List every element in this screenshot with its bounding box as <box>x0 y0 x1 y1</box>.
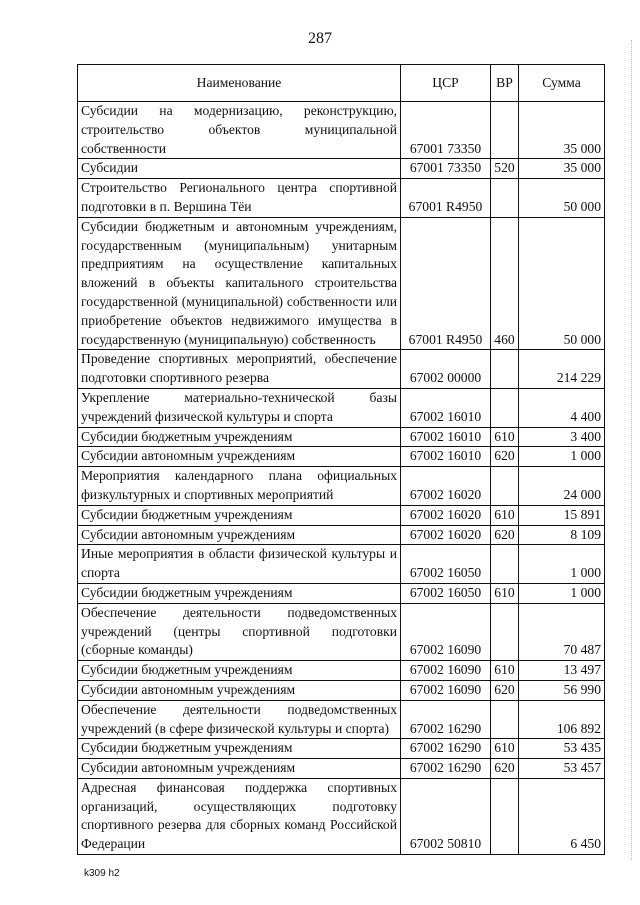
table-body <box>78 102 605 855</box>
table-row <box>78 661 605 681</box>
table-row <box>78 545 605 584</box>
table-row <box>78 350 605 389</box>
table-row <box>78 388 605 427</box>
cell-csr: 67002 16290 <box>401 759 491 779</box>
scan-edge-marks <box>630 40 632 860</box>
cell-sum: 50 000 <box>519 179 605 218</box>
table-header-row <box>78 65 605 102</box>
cell-sum: 8 109 <box>519 525 605 545</box>
cell-name: Обеспечение деятельности подведомственных учреждений (в сфере физической культуры и спорта) <box>78 700 401 739</box>
cell-csr: 67001 R4950 <box>401 217 491 350</box>
cell-name: Мероприятия календарного плана официальных физкультурных и спортивных мероприятий <box>78 467 401 506</box>
cell-sum: 106 892 <box>519 700 605 739</box>
cell-sum: 53 457 <box>519 759 605 779</box>
cell-csr: 67002 50810 <box>401 778 491 854</box>
cell-csr: 67002 16050 <box>401 583 491 603</box>
cell-name: Адресная финансовая поддержка спортивных организаций, осуществляющих подготовку спортивного резерва для сборных команд Российской Федерации <box>78 778 401 854</box>
table-row <box>78 759 605 779</box>
cell-name: Обеспечение деятельности подведомственных учреждений (центры спортивной подготовки (сборные команды) <box>78 603 401 660</box>
footer-code: k309 h2 <box>84 868 120 879</box>
cell-vr <box>491 603 519 660</box>
cell-name: Субсидии автономным учреждениям <box>78 680 401 700</box>
cell-sum: 6 450 <box>519 778 605 854</box>
cell-name: Субсидии бюджетным учреждениям <box>78 427 401 447</box>
cell-vr <box>491 467 519 506</box>
cell-vr: 620 <box>491 759 519 779</box>
cell-name: Иные мероприятия в области физической культуры и спорта <box>78 545 401 584</box>
table-row <box>78 505 605 525</box>
header-vr: ВР <box>491 65 519 102</box>
cell-sum: 35 000 <box>519 102 605 159</box>
cell-csr: 67002 16020 <box>401 467 491 506</box>
cell-sum: 15 891 <box>519 505 605 525</box>
cell-sum: 24 000 <box>519 467 605 506</box>
cell-sum: 1 000 <box>519 583 605 603</box>
cell-csr: 67002 16090 <box>401 661 491 681</box>
table-row <box>78 447 605 467</box>
cell-csr: 67002 16050 <box>401 545 491 584</box>
header-csr: ЦСР <box>401 65 491 102</box>
cell-vr: 620 <box>491 680 519 700</box>
table-row <box>78 525 605 545</box>
cell-vr <box>491 350 519 389</box>
cell-vr <box>491 179 519 218</box>
cell-name: Строительство Регионального центра спортивной подготовки в п. Вершина Тёи <box>78 179 401 218</box>
cell-vr <box>491 388 519 427</box>
cell-vr: 610 <box>491 739 519 759</box>
cell-sum: 13 497 <box>519 661 605 681</box>
table-row <box>78 467 605 506</box>
cell-csr: 67002 16290 <box>401 739 491 759</box>
table-row <box>78 583 605 603</box>
cell-csr: 67002 16090 <box>401 680 491 700</box>
cell-csr: 67002 16010 <box>401 427 491 447</box>
cell-vr <box>491 545 519 584</box>
cell-vr: 520 <box>491 159 519 179</box>
header-name: Наименование <box>78 65 401 102</box>
cell-csr: 67001 73350 <box>401 102 491 159</box>
table-row <box>78 102 605 159</box>
cell-vr: 620 <box>491 525 519 545</box>
budget-table <box>77 64 605 855</box>
cell-sum: 214 229 <box>519 350 605 389</box>
table-row <box>78 778 605 854</box>
page-number: 287 <box>308 30 332 47</box>
cell-name: Субсидии автономным учреждениям <box>78 447 401 467</box>
cell-name: Субсидии бюджетным учреждениям <box>78 739 401 759</box>
cell-sum: 4 400 <box>519 388 605 427</box>
cell-csr: 67002 16010 <box>401 388 491 427</box>
cell-sum: 53 435 <box>519 739 605 759</box>
cell-vr <box>491 778 519 854</box>
cell-vr: 610 <box>491 505 519 525</box>
cell-name: Субсидии <box>78 159 401 179</box>
cell-vr: 610 <box>491 661 519 681</box>
cell-vr <box>491 700 519 739</box>
cell-name: Субсидии автономным учреждениям <box>78 759 401 779</box>
cell-vr: 620 <box>491 447 519 467</box>
cell-sum: 1 000 <box>519 545 605 584</box>
cell-csr: 67002 16020 <box>401 505 491 525</box>
table-row <box>78 427 605 447</box>
cell-csr: 67001 73350 <box>401 159 491 179</box>
cell-csr: 67002 16010 <box>401 447 491 467</box>
header-sum: Сумма <box>519 65 605 102</box>
cell-vr: 610 <box>491 583 519 603</box>
cell-sum: 56 990 <box>519 680 605 700</box>
cell-vr <box>491 102 519 159</box>
table-row <box>78 680 605 700</box>
cell-vr: 460 <box>491 217 519 350</box>
table-row <box>78 159 605 179</box>
cell-name: Субсидии бюджетным и автономным учреждениям, государственным (муниципальным) унитарным предприятиям на осуществление капитальных вложений в объекты капитального строительства государственной (муниципальной) собственности или приобретение объектов недвижимого имущества в государственную (муниципальную) собственность <box>78 217 401 350</box>
cell-csr: 67002 16020 <box>401 525 491 545</box>
cell-csr: 67002 16090 <box>401 603 491 660</box>
cell-name: Субсидии бюджетным учреждениям <box>78 661 401 681</box>
cell-csr: 67002 16290 <box>401 700 491 739</box>
cell-sum: 3 400 <box>519 427 605 447</box>
cell-name: Субсидии автономным учреждениям <box>78 525 401 545</box>
cell-csr: 67002 00000 <box>401 350 491 389</box>
cell-sum: 50 000 <box>519 217 605 350</box>
cell-name: Субсидии бюджетным учреждениям <box>78 505 401 525</box>
cell-sum: 35 000 <box>519 159 605 179</box>
cell-vr: 610 <box>491 427 519 447</box>
cell-sum: 70 487 <box>519 603 605 660</box>
table-row <box>78 179 605 218</box>
table-row <box>78 739 605 759</box>
cell-sum: 1 000 <box>519 447 605 467</box>
cell-csr: 67001 R4950 <box>401 179 491 218</box>
cell-name: Проведение спортивных мероприятий, обеспечение подготовки спортивного резерва <box>78 350 401 389</box>
table-row <box>78 217 605 350</box>
cell-name: Субсидии бюджетным учреждениям <box>78 583 401 603</box>
table-row <box>78 700 605 739</box>
cell-name: Укрепление материально-технической базы учреждений физической культуры и спорта <box>78 388 401 427</box>
table-row <box>78 603 605 660</box>
cell-name: Субсидии на модернизацию, реконструкцию, строительство объектов муниципальной собственности <box>78 102 401 159</box>
